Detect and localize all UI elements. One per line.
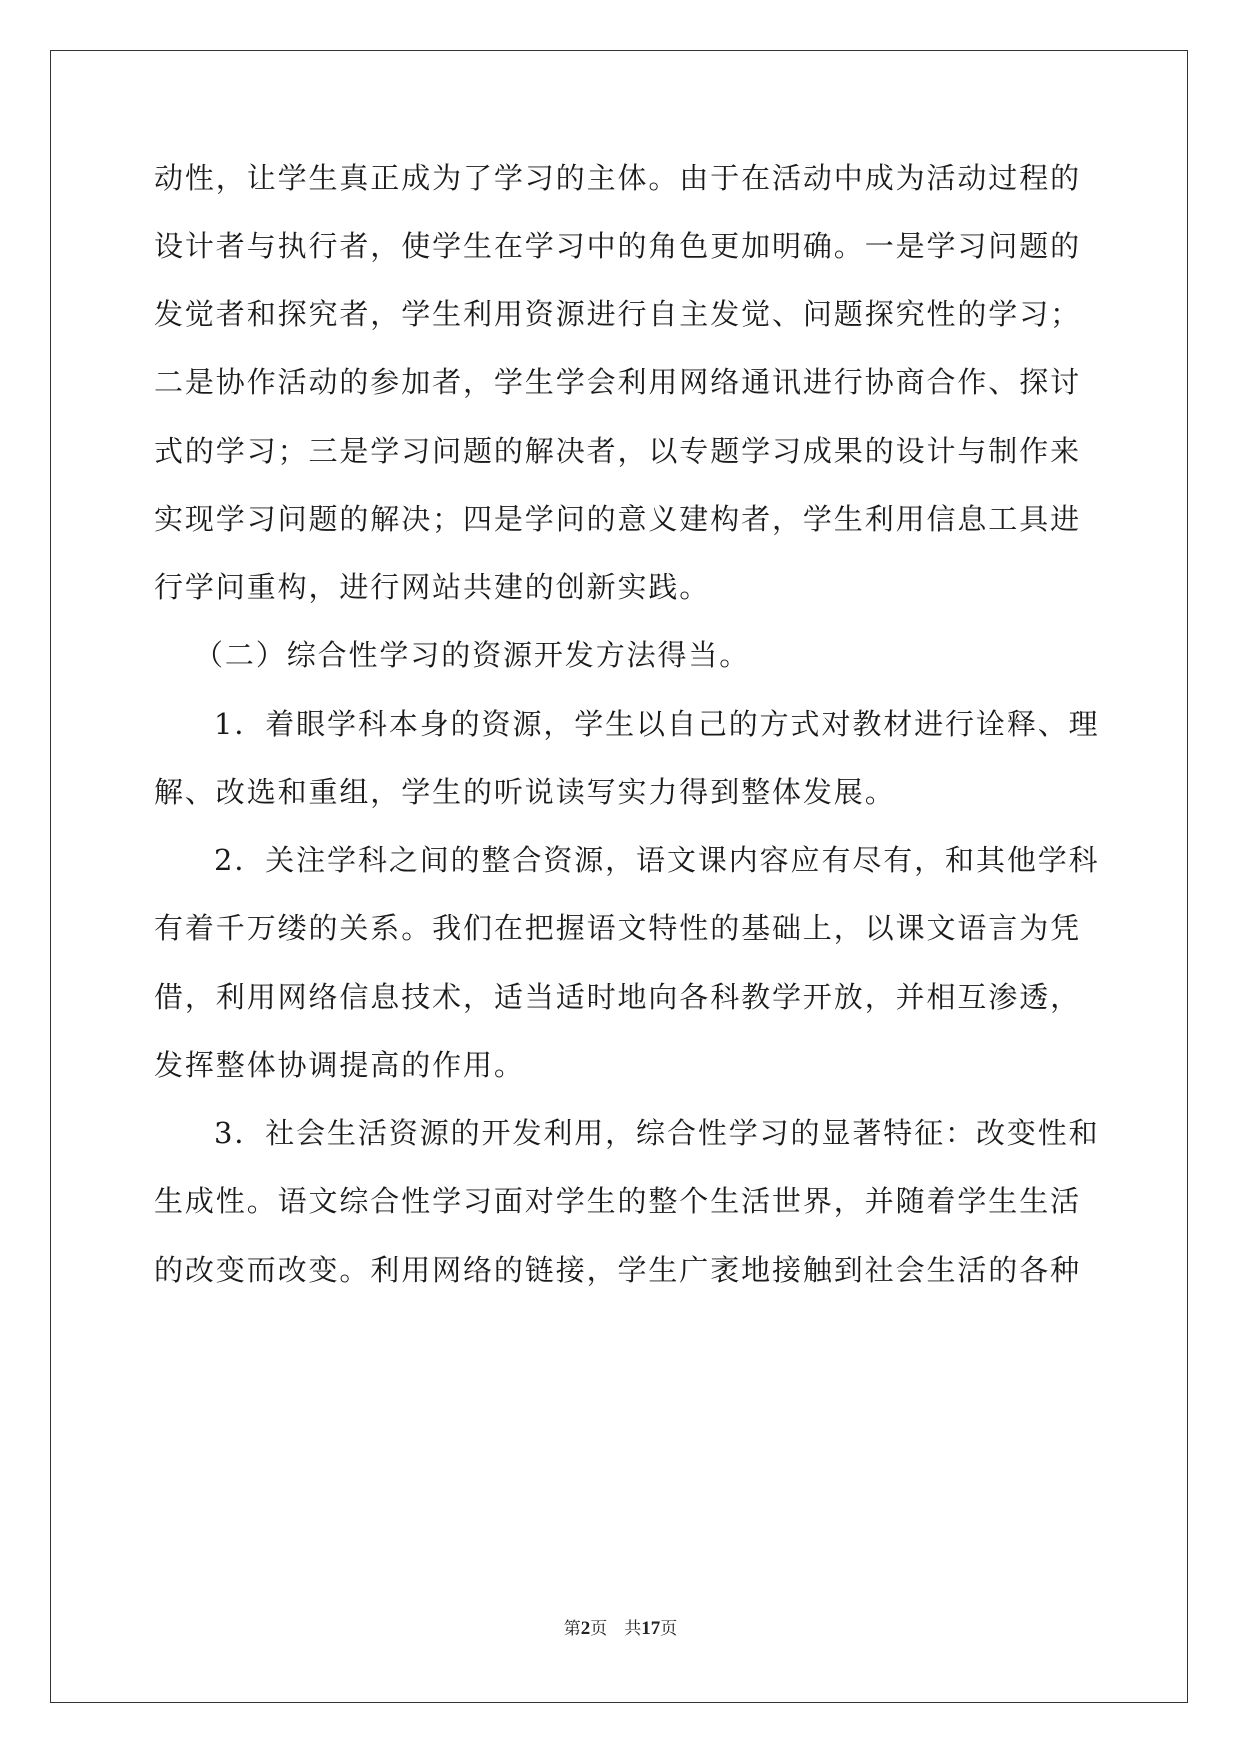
total-suffix: 页 bbox=[660, 1619, 678, 1638]
text-line: 设计者与执行者，使学生在学习中的角色更加明确。一是学习问题的 bbox=[154, 229, 1082, 263]
text-line: 动性，让学生真正成为了学习的主体。由于在活动中成为活动过程的 bbox=[154, 161, 1082, 195]
page-footer bbox=[0, 1614, 1241, 1640]
text-line: 有着千万缕的关系。我们在把握语文特性的基础上，以课文语言为凭 bbox=[154, 911, 1082, 945]
section-heading: （二）综合性学习的资源开发方法得当。 bbox=[194, 638, 751, 672]
page-number: 2 bbox=[580, 1618, 591, 1639]
paragraph-start: 1．着眼学科本身的资源，学生以自己的方式对教材进行诠释、理 bbox=[214, 707, 1100, 741]
total-prefix: 共 bbox=[624, 1619, 642, 1638]
text-line: 发挥整体协调提高的作用。 bbox=[154, 1048, 525, 1082]
text-line: 式的学习；三是学习问题的解决者，以专题学习成果的设计与制作来 bbox=[154, 434, 1082, 468]
text-line: 解、改选和重组，学生的听说读写实力得到整体发展。 bbox=[154, 775, 896, 809]
text-line: 发觉者和探究者，学生利用资源进行自主发觉、问题探究性的学习； bbox=[154, 297, 1082, 331]
page-suffix: 页 bbox=[590, 1619, 608, 1638]
paragraph-start: 3．社会生活资源的开发利用，综合性学习的显著特征：改变性和 bbox=[214, 1116, 1100, 1150]
text-line: 的改变而改变。利用网络的链接，学生广袤地接触到社会生活的各种 bbox=[154, 1253, 1082, 1287]
text-line: 借，利用网络信息技术，适当适时地向各科教学开放，并相互渗透， bbox=[154, 980, 1082, 1014]
page-prefix: 第 bbox=[563, 1619, 581, 1638]
paragraph-start: 2．关注学科之间的整合资源，语文课内容应有尽有，和其他学科 bbox=[214, 843, 1100, 877]
text-line: 二是协作活动的参加者，学生学会利用网络通讯进行协商合作、探讨 bbox=[154, 365, 1082, 399]
text-line: 实现学习问题的解决；四是学问的意义建构者，学生利用信息工具进 bbox=[154, 502, 1082, 536]
text-line: 行学问重构，进行网站共建的创新实践。 bbox=[154, 570, 711, 604]
total-pages: 17 bbox=[641, 1618, 661, 1639]
text-line: 生成性。语文综合性学习面对学生的整个生活世界，并随着学生生活 bbox=[154, 1184, 1082, 1218]
